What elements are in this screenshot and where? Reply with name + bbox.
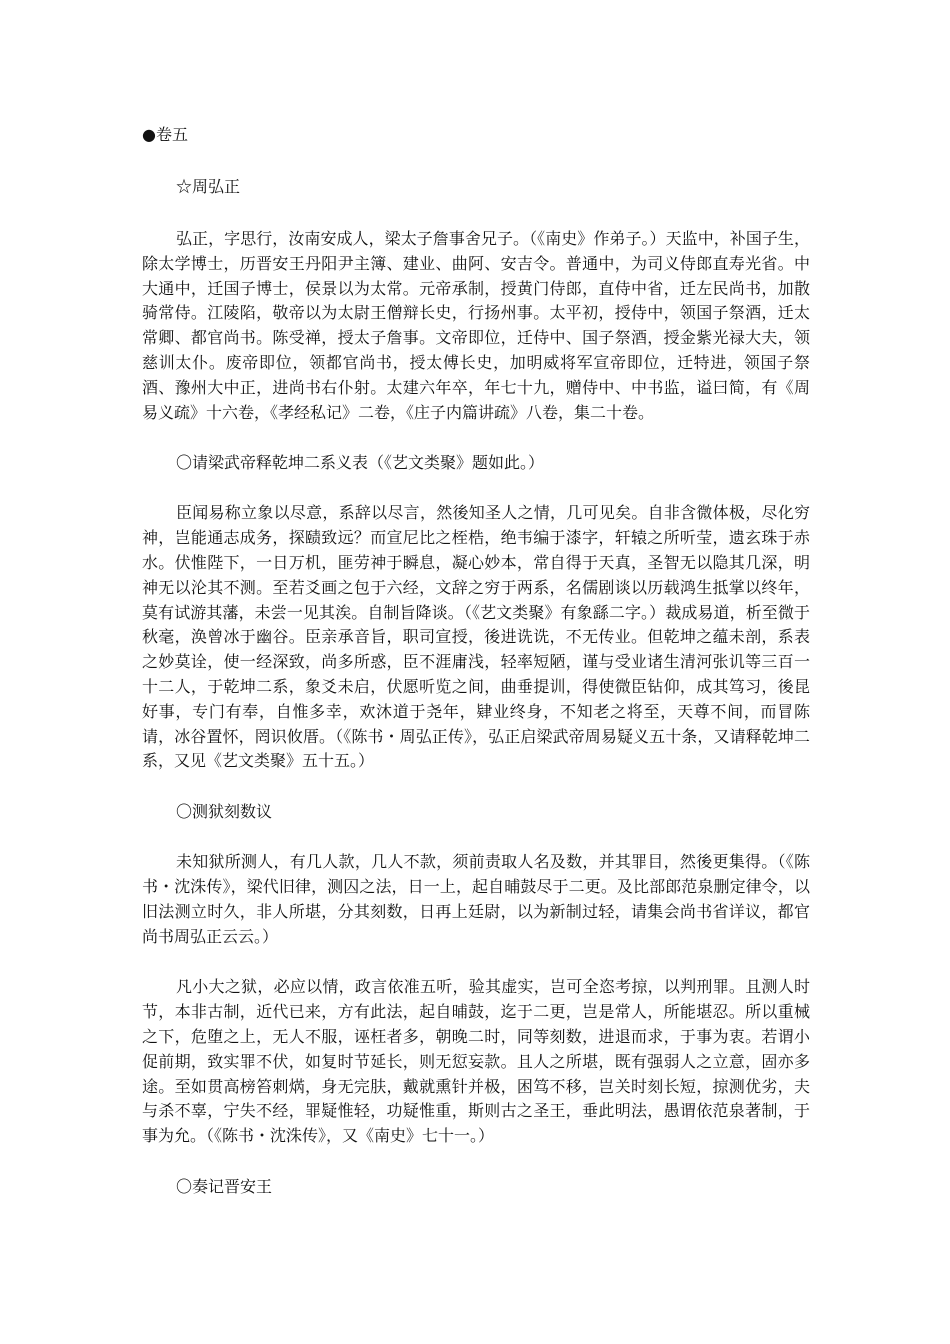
person-heading: ☆周弘正 (176, 177, 241, 196)
prison-debate-paragraph-2: 凡小大之狱，必应以情，政言依准五听，验其虚实，岂可全恣考掠，以判刑罪。且测人时节，本非古制，近代已来，方有此法，起自晡鼓，迄于二更，岂是常人，所能堪忍。所以重械之下，危堕之上，无人不服，诬枉者多，朝晚二时，同等刻数，进退而求，于事为衷。若谓小促前期，致实罪不伏，如复时节延长，则无愆妄款。且人之所堪，既有强弱人之立意，固亦多途。至如贯高榜笞刺焫，身无完肤，戴就熏针并极，困笃不移，岂关时刻长短，掠测优劣，夫与杀不辜，宁失不经，罪疑惟轻，功疑惟重，斯则古之圣王，垂此明法，愚谓依范泉著制，于事为允。（《陈书・沈洙传》，又《南史》七十一。） (142, 977, 810, 1146)
spacer (142, 425, 810, 451)
spacer (142, 199, 810, 227)
spacer (142, 824, 810, 850)
chapter-title: ●卷五 (142, 125, 188, 144)
section-heading-jinan-king: 〇奏记晋安王 (176, 1176, 273, 1196)
memorial-paragraph: 臣闻易称立象以尽意，系辞以尽言，然後知圣人之情，几可见矣。自非含微体极，尽化穷神，岂能通志成务，探赜致远？而宣尼比之桎梏，绝韦编于漆字，轩辕之所听莹，遗玄珠于赤水。伏惟陛下，一日万机，匪劳神于瞬息，凝心妙本，常自得于天真，圣智无以隐其几深，明神无以沦其不测。至若爻画之包于六经，文辞之穷于两系，名儒剧谈以历载鸿生抵掌以终年，莫有试游其藩，未尝一见其涘。自制旨降谈。（《艺文类聚》有象繇二字。）裁成易道，析至微于秋毫，涣曾冰于幽谷。臣亲承音旨，职司宣授，後进诜诜，不无传业。但乾坤之蕴未剖，系表之妙莫诠，使一经深致，尚多所惑，臣不涯庸浅，轻率短陋，谨与受业诸生清河张讥等三百一十二人，于乾坤二系，象爻未启，伏愿听览之间，曲垂提训，得使微臣钻仰，成其笃习，後昆好事，专门有奉，自惟多幸，欢沐道于尧年，肄业终身，不知老之将至，天尊不间，而冒陈请，冰谷置怀，罔识攸厝。（《陈书・周弘正传》，弘正启梁武帝周易疑义五十条，又请释乾坤二系，又见《艺文类聚》五十五。） (142, 503, 810, 771)
spacer (142, 774, 810, 800)
spacer (142, 147, 810, 175)
section-heading-memorial: 〇请梁武帝释乾坤二系义表（《艺文类聚》题如此。） (176, 453, 545, 473)
spacer (142, 475, 810, 501)
biography-paragraph: 弘正，字思行，汝南安成人，梁太子詹事舍兄子。（《南史》作弟子。）天监中，补国子生，除太学博士，历晋安王丹阳尹主簿、建业、曲阿、安吉令。普通中，为司义侍郎直寿光省。中大通中，迁国子博士，侯景以为太常。元帝承制，授黄门侍郎，直侍中省，迁左民尚书，加散骑常侍。江陵陷，敬帝以为太尉王僧辩长史，行扬州事。太平初，授侍中，领国子祭酒，迁太常卿、都官尚书。陈受禅，授太子詹事。文帝即位，迁侍中、国子祭酒，授金紫光禄大夫，领慈训太仆。废帝即位，领都官尚书，授太傅长史，加明威将军宣帝即位，迁特进，领国子祭酒、豫州大中正，进尚书右仆射。太建六年卒，年七十九，赠侍中、中书监，谥曰简，有《周易义疏》十六卷，《孝经私记》二卷，《庄子内篇讲疏》八卷，集二十卷。 (142, 229, 810, 422)
section-heading-prison-debate: 〇测狱刻数议 (176, 802, 273, 822)
spacer (142, 949, 810, 975)
prison-debate-paragraph-1: 未知狱所测人，有几人款，几人不款，须前责取人名及数，并其罪目，然後更集得。（《陈书・沈洙传》，梁代旧律，测囚之法，日一上，起自晡鼓尽于二更。及比部郎范泉删定律令，以旧法测立时久，非人所堪，分其刻数，日再上廷尉，以为新制过轻，请集会尚书省详议，都官尚书周弘正云云。） (142, 852, 810, 946)
document-page (142, 123, 810, 1199)
spacer (142, 1149, 810, 1175)
